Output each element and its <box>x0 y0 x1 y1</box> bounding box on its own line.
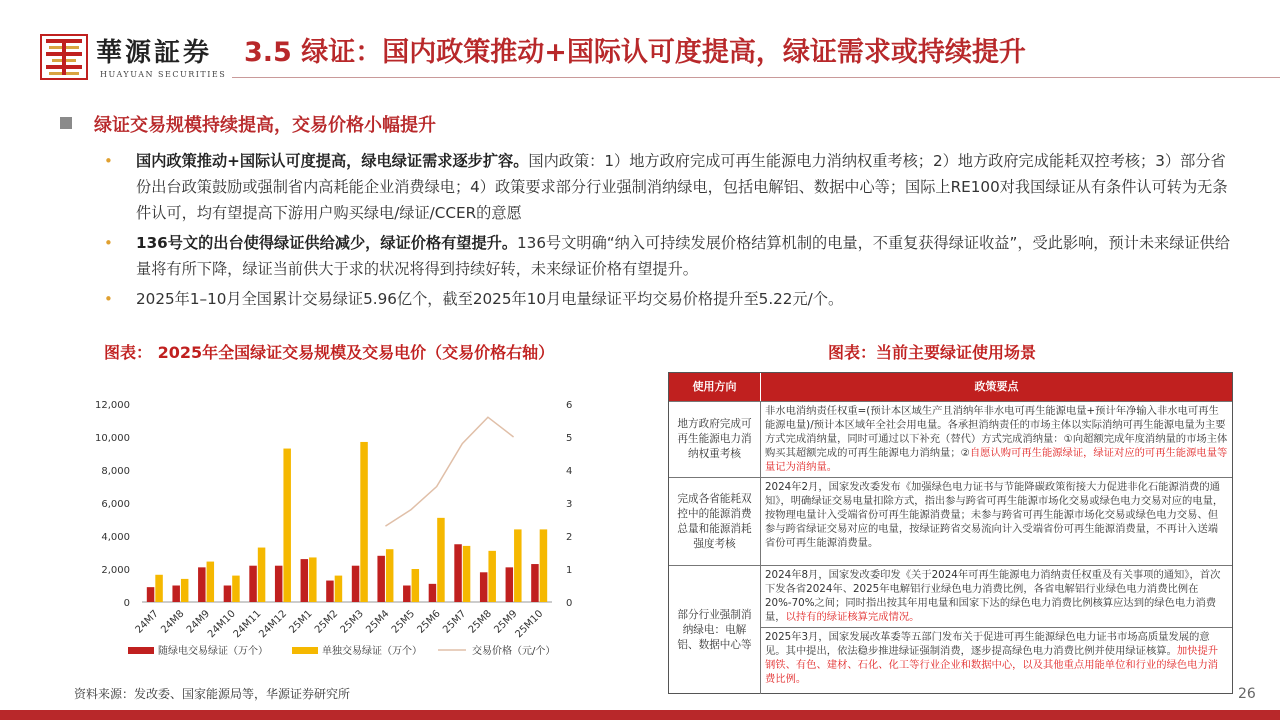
bullet-list <box>104 148 1234 316</box>
x-tick-label: 24M7 <box>133 608 161 636</box>
x-tick-label: 24M10 <box>205 608 238 641</box>
y-left-tick-label: 2,000 <box>101 565 130 576</box>
bullet-text: 2025年1–10月全国累计交易绿证5.96亿个，截至2025年10月电量绿证平均交易价格提升至5.22元/个。 <box>136 290 844 308</box>
usage-scenario-table <box>668 372 1233 694</box>
bullet-item <box>104 148 1234 226</box>
bar-series-1 <box>377 556 385 602</box>
x-tick-label: 25M7 <box>441 608 469 636</box>
chart-svg <box>82 392 602 674</box>
bar-series-1 <box>275 566 283 602</box>
y-left-tick-label: 6,000 <box>101 499 130 510</box>
x-tick-label: 24M11 <box>231 608 264 641</box>
table-header-direction: 使用方向 <box>669 373 761 401</box>
title-divider <box>232 77 1280 78</box>
x-tick-label: 25M4 <box>364 608 392 636</box>
dot-icon: • <box>104 152 113 170</box>
x-tick-label: 25M8 <box>466 608 495 636</box>
y-left-tick-label: 4,000 <box>101 532 130 543</box>
bar-series-1 <box>147 587 155 602</box>
page-number: 26 <box>1238 686 1256 702</box>
x-tick-label: 24M8 <box>159 608 187 636</box>
bar-series-1 <box>326 581 334 602</box>
y-left-tick-label: 0 <box>123 598 130 609</box>
table-row-direction: 部分行业强制消纳绿电：电解铝、数据中心等 <box>669 565 761 694</box>
bar-series-2 <box>386 549 394 602</box>
source-note: 资料来源：发改委、国家能源局等，华源证券研究所 <box>74 687 351 701</box>
x-tick-label: 25M9 <box>492 608 520 636</box>
footer-bar <box>0 710 1280 720</box>
y-right-tick-label: 6 <box>566 400 573 411</box>
bar-series-2 <box>232 576 240 602</box>
bar-series-2 <box>155 575 163 602</box>
brand-cn-name: 華源証券 <box>96 38 213 68</box>
figure-right-title: 图表：当前主要绿证使用场景 <box>828 343 1037 362</box>
price-line <box>385 417 513 526</box>
x-tick-label: 24M9 <box>184 608 213 636</box>
dot-icon: • <box>104 290 113 308</box>
x-tick-label: 25M1 <box>287 608 315 636</box>
bar-series-2 <box>258 548 266 602</box>
bar-series-2 <box>437 518 445 602</box>
green-certificate-chart <box>82 392 602 674</box>
huayuan-logo-icon <box>40 34 88 80</box>
bar-series-2 <box>463 546 471 602</box>
y-left-tick-label: 10,000 <box>95 433 130 444</box>
bar-series-1 <box>301 559 309 602</box>
bar-series-2 <box>412 569 420 602</box>
x-tick-label: 25M6 <box>415 608 443 636</box>
table-header <box>669 373 1232 401</box>
figure-left-title: 图表： 2025年全国绿证交易规模及交易电价（交易价格右轴） <box>104 343 555 362</box>
bar-series-2 <box>309 557 317 602</box>
bullet-text: 国内政策：1）地方政府完成可再生能源电力消纳权重考核；2）地方政府完成能耗双控考核；3）部分省份出台政策鼓励或强制省内高耗能企业消费绿电；4）政策要求部分行业强制消纳绿电，包括电解铝、数据中心等；国际上RE100对我国绿证从有条件认可转为无条件认可，均有望提高下游用户购买绿电/绿证/CCER的意愿 <box>136 152 1228 222</box>
x-tick-label: 25M10 <box>513 608 546 641</box>
policy-text: 2024年2月，国家发改委发布《加强绿色电力证书与节能降碳政策衔接大力促进非化石能源消费的通知》，明确绿证交易电量扣除方式，指出参与跨省可再生能源市场化交易或绿色电力交易对应的电量，按物理电量计入受端省份可再生能源消费量；未参与跨省可再生能源市场化交易或绿色电力交易、但参与跨省绿证交易对应的电量，按绿证跨省交易流向计入受端省份可再生能源消费量，不再计入送端省份可再生能源消费量。 <box>765 481 1224 549</box>
bullet-text: 136号文明确“纳入可持续发展价格结算机制的电量，不重复获得绿证收益”，受此影响，预计未来绿证供给量将有所下降，绿证当前供大于求的状况将得到持续好转，未来绿证价格有望提升。 <box>136 234 1230 278</box>
bar-series-1 <box>198 567 206 602</box>
bar-series-1 <box>429 584 437 602</box>
policy-text: 2024年8月，国家发改委印发《关于2024年可再生能源电力消纳责任权重及有关事项的通知》，首次下发各省2024年、2025年电解铝行业绿色电力消费比例，各省电解铝行业绿色电力消费比例在20%-70%之间；同时指出按其年用电量和国家下达的绿色电力消费比例核算应达到的绿色电力消费量， <box>765 569 1221 623</box>
policy-text: 2025年3月，国家发展改革委等五部门发布关于促进可再生能源绿色电力证书市场高质量发展的意见。其中提出，依法稳步推进绿证强制消费，逐步提高绿色电力消费比例并使用绿证核算。 <box>765 631 1210 657</box>
bar-series-1 <box>480 572 488 602</box>
legend-swatch-series-1 <box>128 647 154 654</box>
x-tick-label: 25M5 <box>389 608 418 636</box>
brand-en-name: HUAYUAN SECURITIES <box>100 70 227 79</box>
table-header-points: 政策要点 <box>974 380 1019 393</box>
x-tick-label: 25M2 <box>312 608 341 636</box>
bar-series-1 <box>352 566 360 602</box>
y-right-tick-label: 0 <box>566 598 573 609</box>
table-row-points <box>761 565 1232 627</box>
bar-series-2 <box>360 442 368 602</box>
legend-swatch-series-2 <box>292 647 318 654</box>
bar-series-2 <box>514 529 522 602</box>
bar-series-1 <box>224 586 232 603</box>
x-tick-label: 24M12 <box>257 608 290 641</box>
bar-series-1 <box>403 586 411 603</box>
bar-series-1 <box>249 566 257 602</box>
bar-series-2 <box>207 562 215 602</box>
bar-series-1 <box>531 564 539 602</box>
y-right-tick-label: 2 <box>566 532 573 543</box>
bar-series-2 <box>181 579 189 602</box>
bar-series-2 <box>540 529 548 602</box>
bar-series-2 <box>335 576 343 602</box>
bullet-bold: 136号文的出台使得绿证供给减少，绿证价格有望提升。 <box>136 234 518 252</box>
section-heading: 绿证交易规模持续提高，交易价格小幅提升 <box>94 115 436 136</box>
bullet-item <box>104 230 1234 282</box>
bullet-item <box>104 286 1234 312</box>
y-right-tick-label: 5 <box>566 433 573 444</box>
bar-series-1 <box>454 544 462 602</box>
y-left-tick-label: 12,000 <box>95 400 130 411</box>
y-left-tick-label: 8,000 <box>101 466 130 477</box>
bar-series-2 <box>488 551 496 602</box>
policy-text: 非水电消纳责任权重=(预计本区域生产且消纳年非水电可再生能源电量+预计年净输入非水电可再生能源电量)/预计本区域年全社会用电量。各承担消纳责任的市场主体以实际消纳可再生能源电量为主要方式完成消纳量，同时可通过以下补充（替代）方式完成消纳量：①向超额完成年度消纳量的市场主体购买其超额完成的可再生能源电力消纳量；② <box>765 405 1228 459</box>
table-row-points <box>761 477 1232 565</box>
policy-highlight: 加快提升钢铁、有色、建材、石化、化工等行业企业和数据中心，以及其他重点用能单位和行业的绿色电力消费比例。 <box>765 645 1219 685</box>
bar-series-1 <box>506 567 514 602</box>
dot-icon: • <box>104 234 113 252</box>
y-right-tick-label: 1 <box>566 565 573 576</box>
brand-logo <box>40 28 227 84</box>
page-title: 3.5 绿证：国内政策推动+国际认可度提高，绿证需求或持续提升 <box>244 37 1026 68</box>
legend-label-series-2: 单独交易绿证（万个） <box>322 646 422 657</box>
policy-highlight: 自愿认购可再生能源绿证，绿证对应的可再生能源电量等量记为消纳量。 <box>765 447 1228 473</box>
bar-series-1 <box>172 586 180 603</box>
bullet-bold: 国内政策推动+国际认可度提高，绿电绿证需求逐步扩容。 <box>136 152 529 170</box>
y-right-tick-label: 4 <box>566 466 573 477</box>
policy-highlight: 以持有的绿证核算完成情况。 <box>785 611 920 623</box>
legend-label-series-3: 交易价格（元/个） <box>472 646 556 657</box>
table-row-direction: 完成各省能耗双控中的能源消费总量和能源消耗强度考核 <box>669 477 761 565</box>
x-tick-label: 25M3 <box>338 608 366 636</box>
legend-label-series-1: 随绿电交易绿证（万个） <box>158 646 268 657</box>
table-row-points <box>761 627 1232 694</box>
bar-series-2 <box>283 449 291 602</box>
table-row-points <box>761 401 1232 477</box>
square-bullet-icon <box>60 117 72 129</box>
y-right-tick-label: 3 <box>566 499 573 510</box>
table-row-direction: 地方政府完成可再生能源电力消纳权重考核 <box>669 401 761 477</box>
